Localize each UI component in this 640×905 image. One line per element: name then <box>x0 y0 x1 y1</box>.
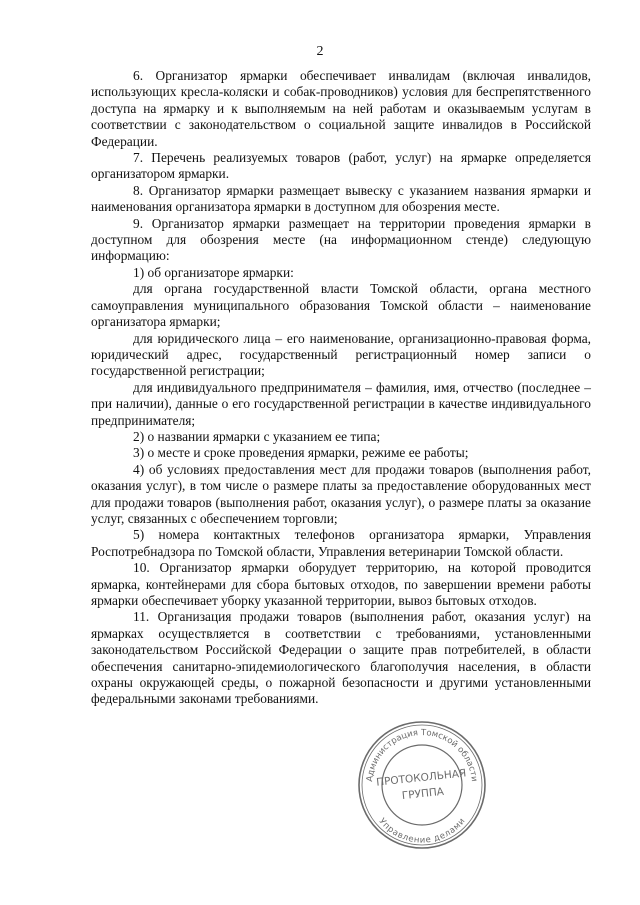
document-body <box>91 68 591 708</box>
paragraph-9-item-3: 3) о месте и сроке проведения ярмарки, режиме ее работы; <box>133 445 469 461</box>
stamp-ring-top-text: Администрация Томской области <box>365 727 479 783</box>
paragraph-9-item-1: 1) об организаторе ярмарки: <box>133 264 294 280</box>
paragraph-9: 9. Организатор ярмарки размещает на территории проведения ярмарки в доступном для обозрения месте (на информационном стенде) следующую информацию: <box>91 215 591 264</box>
paragraph-9-item-5: 5) номера контактных телефонов организатора ярмарки, Управления Роспотребнадзора по Томской области, Управления ветеринарии Томской области. <box>91 527 591 559</box>
paragraph-9-item-1-legal: для юридического лица – его наименование, организационно-правовая форма, юридический адрес, государственный регистрационный номер записи о государственной регистрации; <box>91 330 591 379</box>
paragraph-9-item-2: 2) о названии ярмарки с указанием ее типа; <box>133 428 381 444</box>
stamp-center-line-2: ГРУППА <box>401 785 445 803</box>
paragraph-7: 7. Перечень реализуемых товаров (работ, услуг) на ярмарке определяется организатором ярмарки. <box>91 150 591 182</box>
paragraph-9-item-4: 4) об условиях предоставления мест для продажи товаров (выполнения работ, оказания услуг), в том числе о размере платы за предоставление оборудованных мест для продажи товаров (выполнения работ, оказания услуг), о размере платы за оказание услуг, связанных с обеспечением торговли; <box>91 461 591 526</box>
paragraph-10: 10. Организатор ярмарки оборудует территорию, на которой проводится ярмарка, контейнерами для сбора бытовых отходов, по завершении времени работы ярмарки обеспечивает уборку указанной территории, вывоз бытовых отходов. <box>91 560 591 608</box>
paragraph-6: 6. Организатор ярмарки обеспечивает инвалидам (включая инвалидов, использующих кресла-коляски и собак-проводников) условия для беспрепятственного доступа на ярмарку и к выполняемым на ней работам и оказываемым услугам в соответствии с законодательством о социальной защите инвалидов в Российской Федерации. <box>91 68 591 149</box>
stamp-center-line-1: ПРОТОКОЛЬНАЯ <box>375 767 467 789</box>
paragraph-9-item-1-gov: для органа государственной власти Томской области, органа местного самоуправления муниципального образования Томской области – наименование организатора ярмарки; <box>91 281 591 330</box>
paragraph-9-item-1-individual: для индивидуального предпринимателя – фамилия, имя, отчество (последнее – при наличии), данные о его государственной регистрации в качестве индивидуального предпринимателя; <box>91 379 591 428</box>
official-stamp <box>356 719 488 851</box>
page-number: 2 <box>316 44 324 59</box>
paragraph-8: 8. Организатор ярмарки размещает вывеску с указанием названия ярмарки и наименования организатора ярмарки в доступном для обозрения месте. <box>91 182 591 215</box>
paragraph-11: 11. Организация продажи товаров (выполнения работ, оказания услуг) на ярмарках осуществляется в соответствии с требованиями, установленными законодательством Российской Федерации о защите прав потребителей, в области обеспечения санитарно-эпидемиологического благополучия населения, в области охраны окружающей среды, о пожарной безопасности и другими установленными федеральными законами требованиями. <box>91 609 591 707</box>
stamp-ring-bottom-text: Управление делами <box>376 816 468 846</box>
